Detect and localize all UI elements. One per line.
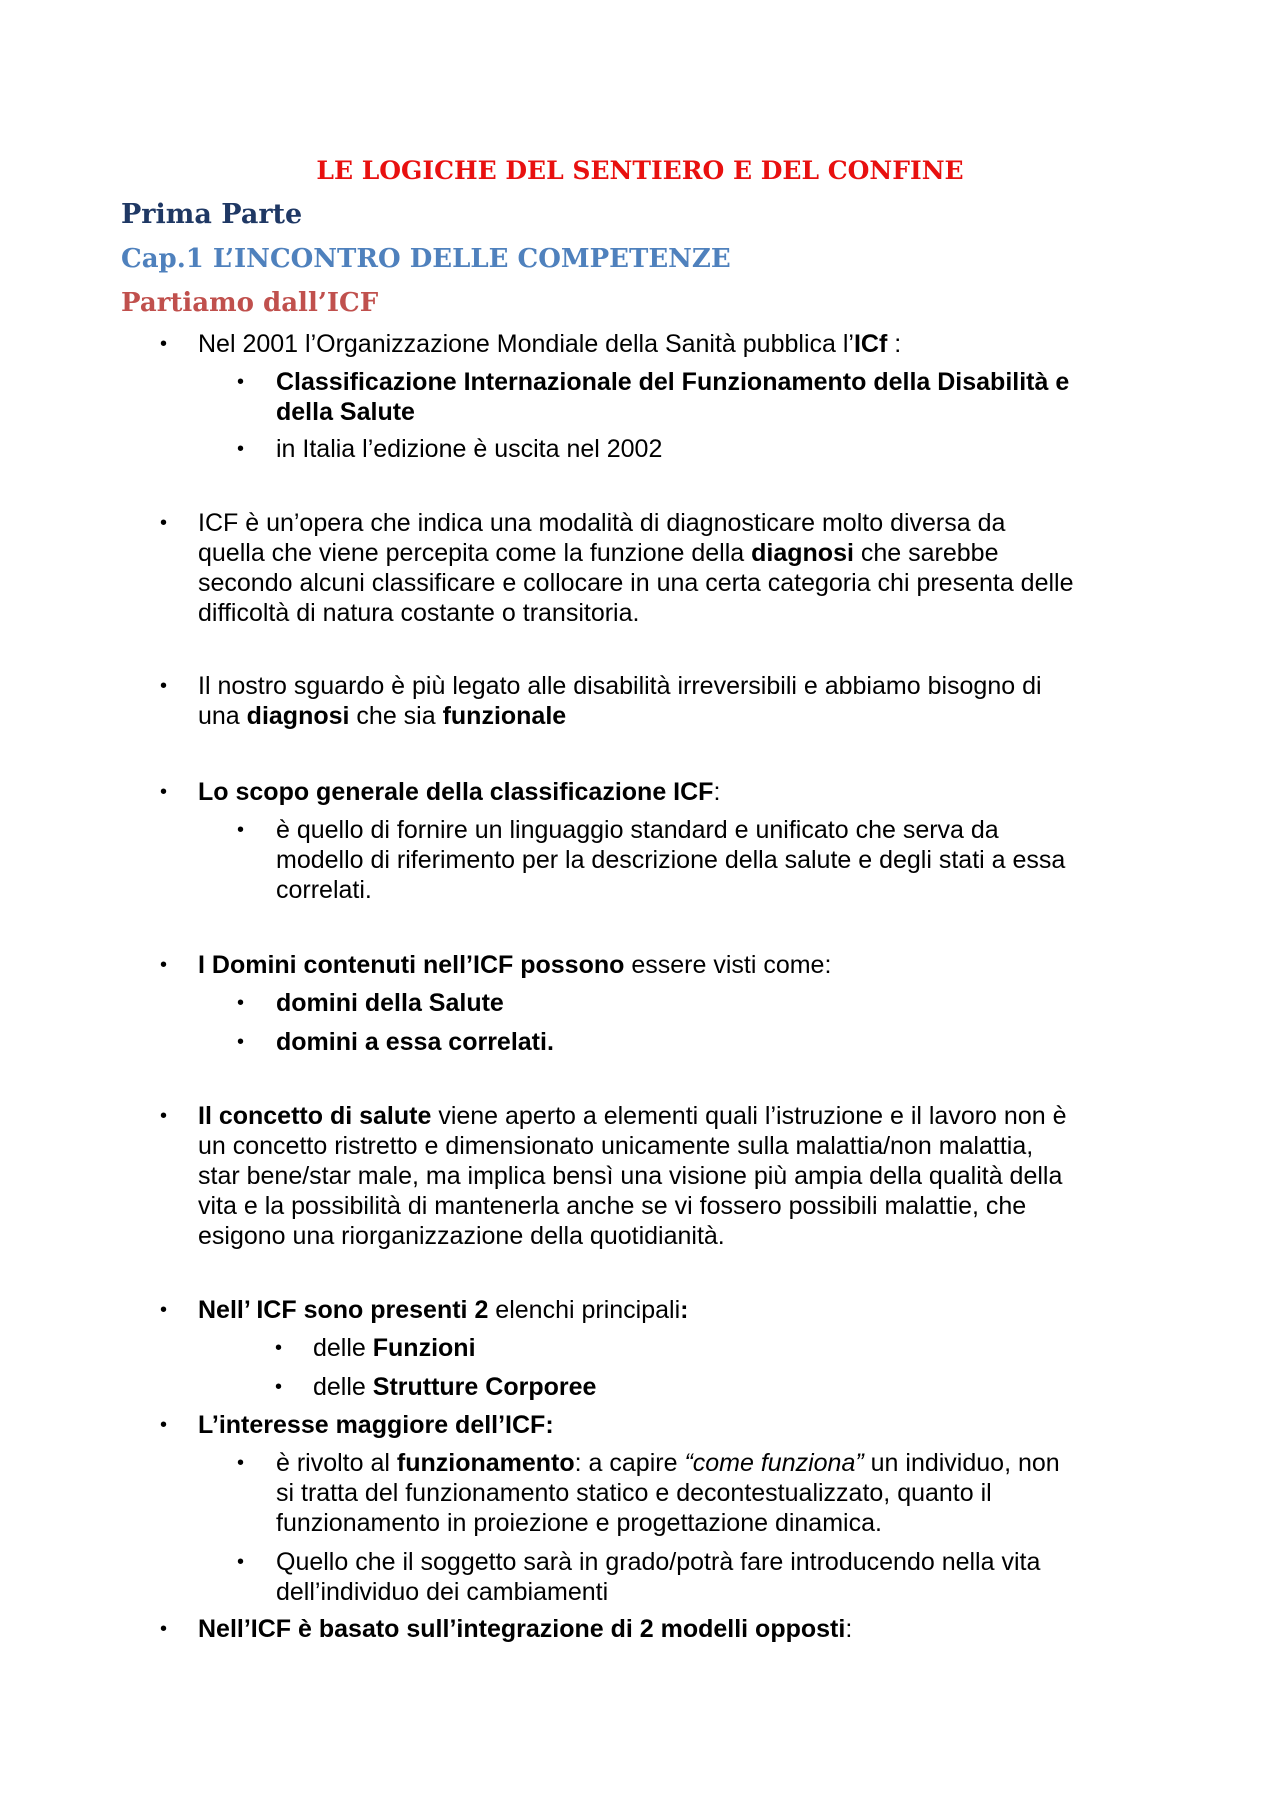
bullet-icon: •	[237, 438, 245, 460]
chapter-heading: Cap.1 L’INCONTRO DELLE COMPETENZE	[121, 244, 731, 274]
list-item-text: I Domini contenuti nell’ICF possono essere visti come:	[198, 951, 832, 979]
bullet-icon: •	[275, 1376, 283, 1398]
document-title: LE LOGICHE DEL SENTIERO E DEL CONFINE	[316, 156, 964, 185]
bullet-icon: •	[237, 371, 245, 393]
list-item-text: L’interesse maggiore dell’ICF:	[198, 1411, 554, 1439]
bullet-icon: •	[160, 954, 168, 976]
list-item-text: è quello di fornire un linguaggio standard e unificato che serva da modello di riferimento per la descrizione della salute e degli stati a essa correlati.	[276, 816, 1066, 904]
bullet-icon: •	[237, 992, 245, 1014]
list-item-text: Il nostro sguardo è più legato alle disabilità irreversibili e abbiamo bisogno di una diagnosi che sia funzionale	[198, 672, 1042, 730]
list-item-text: domini della Salute	[276, 989, 504, 1017]
bullet-icon: •	[160, 1299, 168, 1321]
bullet-icon: •	[275, 1337, 283, 1359]
bullet-icon: •	[237, 1452, 245, 1474]
list-item-text: delle Funzioni	[313, 1334, 476, 1362]
part-heading: Prima Parte	[121, 199, 303, 230]
list-item-text: delle Strutture Corporee	[313, 1373, 597, 1401]
section-heading: Partiamo dall’ICF	[121, 288, 379, 318]
bullet-icon: •	[160, 781, 168, 803]
list-item-text: Nell’ ICF sono presenti 2 elenchi principali:	[198, 1296, 689, 1324]
list-item-text: è rivolto al funzionamento: a capire “come funziona” un individuo, non si tratta del funzionamento statico e decontestualizzato, quanto il funzionamento in proiezione e progettazione dinamica.	[276, 1449, 1060, 1537]
bullet-icon: •	[160, 333, 168, 355]
list-item-text: domini a essa correlati.	[276, 1028, 554, 1056]
list-item-text: Quello che il soggetto sarà in grado/potrà fare introducendo nella vita dell’individuo dei cambiamenti	[276, 1548, 1041, 1606]
bullet-icon: •	[160, 1618, 168, 1640]
bullet-icon: •	[160, 512, 168, 534]
bullet-icon: •	[237, 1031, 245, 1053]
list-item-text: Nel 2001 l’Organizzazione Mondiale della Sanità pubblica l’ICf :	[198, 330, 902, 358]
bullet-icon: •	[237, 819, 245, 841]
list-item-text: Il concetto di salute viene aperto a elementi quali l’istruzione e il lavoro non è un concetto ristretto e dimensionato unicamente sulla malattia/non malattia, star bene/star male, ma implica bensì una visione più ampia della qualità della vita e la possibilità di mantenerla anche se vi fossero possibili malattie, che esigono una riorganizzazione della quotidianità.	[198, 1102, 1067, 1250]
bullet-icon: •	[237, 1551, 245, 1573]
list-item-text: Lo scopo generale della classificazione ICF:	[198, 778, 721, 806]
list-item-text: in Italia l’edizione è uscita nel 2002	[276, 435, 663, 463]
bullet-icon: •	[160, 1105, 168, 1127]
list-item-text: Nell’ICF è basato sull’integrazione di 2 modelli opposti:	[198, 1615, 853, 1643]
bullet-icon: •	[160, 1414, 168, 1436]
list-item-text: Classificazione Internazionale del Funzionamento della Disabilità e della Salute	[276, 368, 1070, 426]
list-item-text: ICF è un’opera che indica una modalità di diagnosticare molto diversa da quella che viene percepita come la funzione della diagnosi che sarebbe secondo alcuni classificare e collocare in una certa categoria chi presenta delle difficoltà di natura costante o transitoria.	[198, 509, 1074, 627]
bullet-icon: •	[160, 675, 168, 697]
